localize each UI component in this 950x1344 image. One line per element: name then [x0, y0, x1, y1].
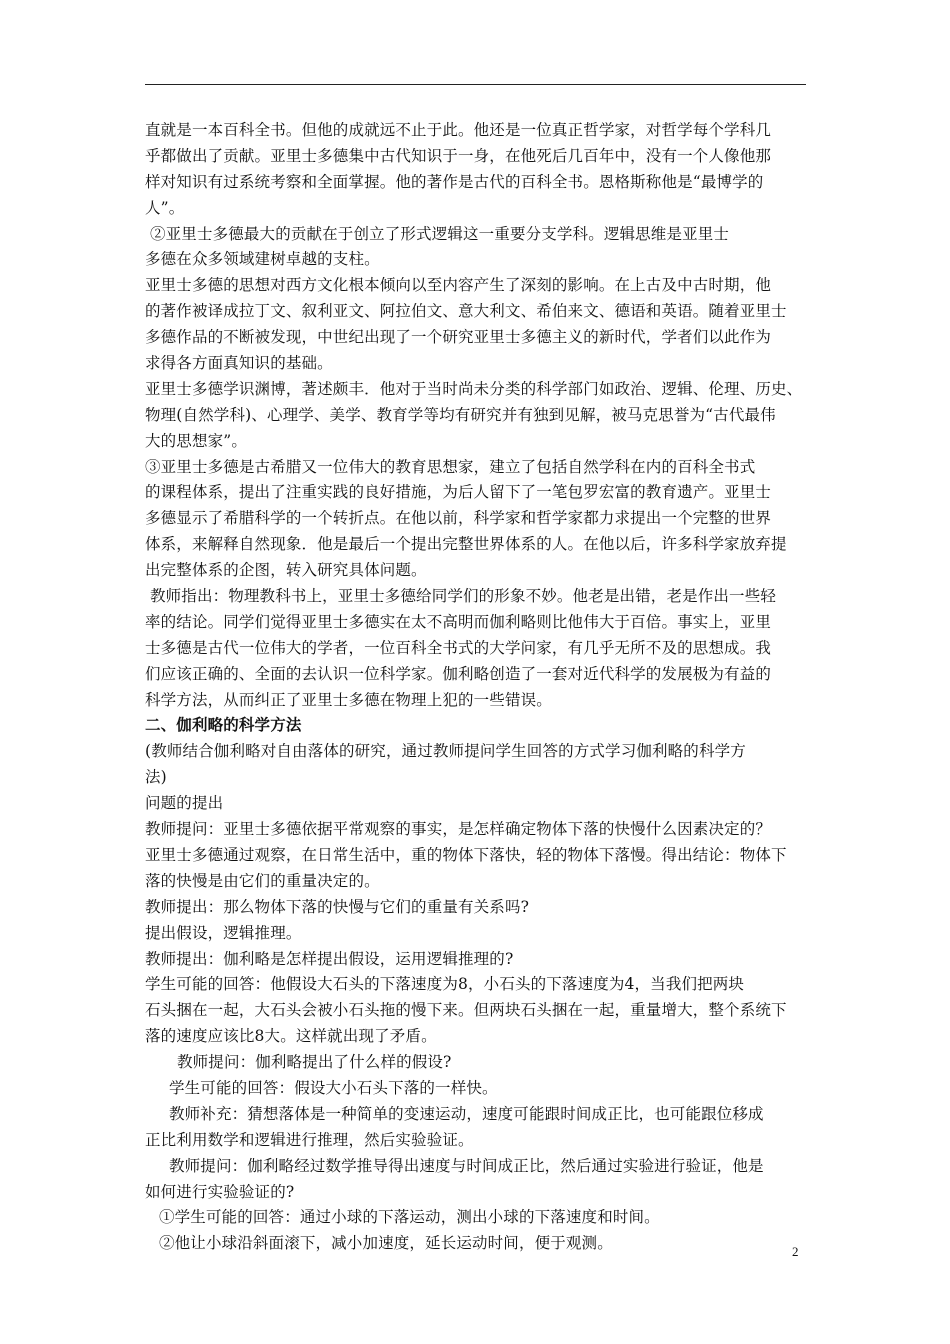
text-line: 的课程体系，提出了注重实践的良好措施，为后人留下了一笔包罗宏富的教育遗产。亚里士: [145, 483, 772, 502]
text-line: ①学生可能的回答：通过小球的下落运动，测出小球的下落速度和时间。: [159, 1208, 660, 1227]
text-line: 出完整体系的企图，转入研究具体问题。: [145, 561, 427, 580]
text-line: 如何进行实验验证的?: [145, 1182, 295, 1201]
text-line: 的著作被译成拉丁文、叙利亚文、阿拉伯文、意大利文、希伯来文、德语和英语。随着亚里士: [145, 302, 787, 321]
text-line: 亚里士多德学识渊博，著述颇丰．他对于当时尚未分类的科学部门如政治、逻辑、伦理、历史、: [145, 379, 803, 398]
text-line: 多德显示了希腊科学的一个转折点。在他以前，科学家和哲学家都力求提出一个完整的世界: [145, 509, 772, 528]
text-line: 教师提问：伽利略经过数学推导得出速度与时间成正比，然后通过实验进行验证，他是: [169, 1156, 764, 1175]
text-line: 提出假设，逻辑推理。: [145, 923, 302, 942]
text-line: 大的思想家”。: [145, 431, 247, 450]
text-line: 教师补充：猜想落体是一种简单的变速运动，速度可能跟时间成正比，也可能跟位移成: [169, 1104, 764, 1123]
text-line: 教师提出：伽利略是怎样提出假设，运用逻辑推理的?: [145, 949, 514, 968]
text-line: 直就是一本百科全书。但他的成就远不止于此。他还是一位真正哲学家，对哲学每个学科几: [145, 121, 772, 139]
text-line: 求得各方面真知识的基础。: [145, 354, 333, 373]
text-line: 石头捆在一起，大石头会被小石头拖的慢下来。但两块石头捆在一起，重量增大，整个系统下: [145, 1001, 787, 1020]
text-line: 乎都做出了贡献。亚里士多德集中古代知识于一身，在他死后几百年中，没有一个人像他那: [145, 146, 772, 165]
text-line: 法): [145, 768, 167, 787]
text-line: ③亚里士多德是古希腊又一位伟大的教育思想家，建立了包括自然学科在内的百科全书式: [145, 457, 756, 476]
text-line: 人”。: [145, 198, 185, 217]
text-line: 问题的提出: [145, 794, 224, 813]
text-line: 多德作品的不断被发现，中世纪出现了一个研究亚里士多德主义的新时代，学者们以此作为: [145, 328, 772, 347]
document-body: [145, 118, 810, 1257]
text-line: 学生可能的回答：假设大小石头下落的一样快。: [169, 1078, 498, 1097]
text-line: 落的快慢是由它们的重量决定的。: [145, 871, 380, 890]
text-line: 亚里士多德通过观察，在日常生活中，重的物体下落快，轻的物体下落慢。得出结论：物体下: [145, 845, 787, 864]
text-line: 多德在众多领域建树卓越的支柱。: [145, 250, 380, 269]
text-line: (教师结合伽利略对自由落体的研究，通过教师提问学生回答的方式学习伽利略的科学方: [145, 742, 746, 761]
text-line: 样对知识有过系统考察和全面掌握。他的著作是古代的百科全书。恩格斯称他是“最博学的: [145, 172, 764, 191]
header-rule: [145, 84, 806, 85]
text-line: 科学方法，从而纠正了亚里士多德在物理上犯的一些错误。: [145, 690, 552, 709]
text-line: 正比利用数学和逻辑进行推理，然后实验验证。: [145, 1130, 474, 1149]
text-line: 士多德是古代一位伟大的学者，一位百科全书式的大学问家，有几乎无所不及的思想成。我: [145, 638, 772, 657]
text-line: 教师提问：伽利略提出了什么样的假设?: [177, 1053, 452, 1072]
text-line: 亚里士多德的思想对西方文化根本倾向以至内容产生了深刻的影响。在上古及中古时期，他: [145, 276, 772, 295]
text-line: ②他让小球沿斜面滚下，减小加速度，延长运动时间，便于观测。: [159, 1234, 613, 1253]
text-line: 教师提出：那么物体下落的快慢与它们的重量有关系吗?: [145, 897, 530, 916]
text-line: 教师提问：亚里士多德依据平常观察的事实，是怎样确定物体下落的快慢什么因素决定的？: [145, 820, 772, 839]
section-heading: 二、伽利略的科学方法: [145, 716, 302, 735]
text-line: ②亚里士多德最大的贡献在于创立了形式逻辑这一重要分支学科。逻辑思维是亚里士: [150, 224, 730, 243]
text-line: 落的速度应该比8大。这样就出现了矛盾。: [145, 1027, 437, 1046]
page-number: 2: [792, 1244, 799, 1259]
text-line: 物理(自然学科)、心理学、美学、教育学等均有研究并有独到见解，被马克思誉为“古代最伟: [145, 405, 776, 424]
text-line: 学生可能的回答：他假设大石头的下落速度为8，小石头的下落速度为4，当我们把两块: [145, 975, 745, 994]
text-line: 率的结论。同学们觉得亚里士多德实在太不高明而伽利略则比他伟大于百倍。事实上，亚里: [145, 612, 772, 631]
text-line: 教师指出：物理教科书上，亚里士多德给同学们的形象不妙。他老是出错，老是作出一些轻: [150, 587, 777, 606]
text-line: 们应该正确的、全面的去认识一位科学家。伽利略创造了一套对近代科学的发展极为有益的: [145, 664, 772, 683]
text-line: 体系，来解释自然现象．他是最后一个提出完整世界体系的人。在他以后，许多科学家放弃提: [145, 535, 787, 554]
